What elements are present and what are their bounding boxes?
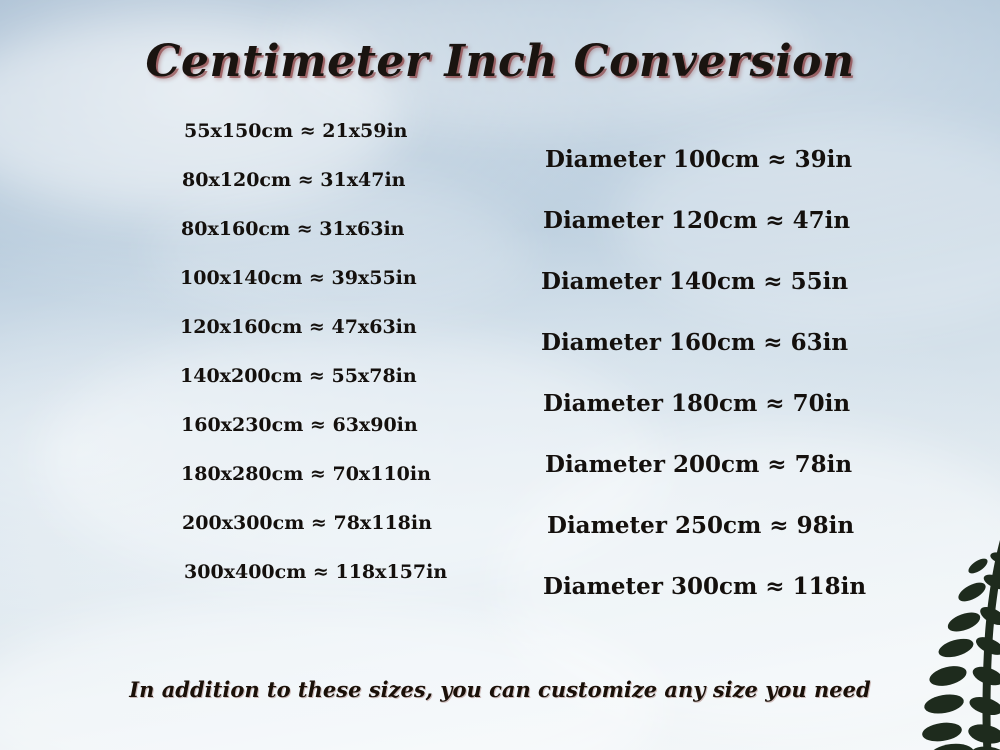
rectangular-sizes-list	[180, 122, 480, 612]
list-item: 120x160cm ≈ 47x63in	[180, 316, 417, 338]
page-title: Centimeter Inch Conversion	[145, 36, 855, 87]
round-sizes-list	[535, 148, 895, 636]
list-item: 140x200cm ≈ 55x78in	[180, 365, 417, 387]
list-item: 180x280cm ≈ 70x110in	[181, 463, 431, 485]
list-item: Diameter 180cm ≈ 70in	[543, 390, 851, 417]
list-item: 80x160cm ≈ 31x63in	[181, 218, 405, 240]
list-item: 100x140cm ≈ 39x55in	[180, 267, 417, 289]
list-item: Diameter 100cm ≈ 39in	[545, 146, 853, 173]
customization-note: In addition to these sizes, you can customize any size you need	[129, 677, 871, 702]
list-item: 80x120cm ≈ 31x47in	[182, 169, 406, 191]
list-item: 200x300cm ≈ 78x118in	[182, 512, 432, 534]
list-item: Diameter 120cm ≈ 47in	[543, 207, 851, 234]
list-item: Diameter 300cm ≈ 118in	[543, 573, 867, 600]
list-item: 55x150cm ≈ 21x59in	[184, 120, 408, 142]
list-item: 300x400cm ≈ 118x157in	[184, 561, 448, 583]
list-item: Diameter 160cm ≈ 63in	[541, 329, 849, 356]
list-item: Diameter 250cm ≈ 98in	[547, 512, 855, 539]
list-item: 160x230cm ≈ 63x90in	[181, 414, 418, 436]
list-item: Diameter 140cm ≈ 55in	[541, 268, 849, 295]
list-item: Diameter 200cm ≈ 78in	[545, 451, 853, 478]
